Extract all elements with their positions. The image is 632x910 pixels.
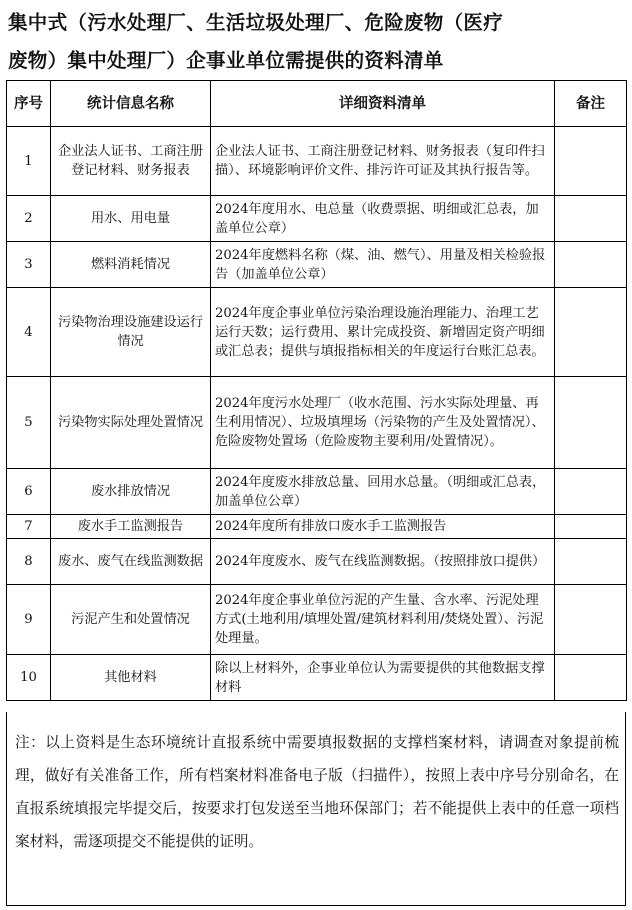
row-detail: 2024年度用水、电总量（收费票据、明细或汇总表，加盖单位公章） — [211, 196, 555, 242]
row-detail: 2024年度企事业单位污染治理设施治理能力、治理工艺运行天数；运行费用、累计完成投资、新增固定资产明细或汇总表；提供与填报指标相关的年度运行台账汇总表。 — [211, 288, 555, 377]
footnote: 注：以上资料是生态环境统计直报系统中需要填报数据的支撑档案材料，请调查对象提前梳理，做好有关准备工作，所有档案材料准备电子版（扫描件），按照上表中序号分别命名，在直报系统填报完毕提交后，按要求打包发送至当地环保部门；若不能提供上表中的任意一项档案材料，需逐项提交不能提供的证明。 — [6, 712, 626, 906]
row-number: 4 — [7, 288, 51, 377]
row-remark — [555, 127, 627, 196]
header-detail: 详细资料清单 — [211, 81, 555, 127]
materials-table — [6, 80, 627, 701]
row-remark — [555, 515, 627, 539]
document-title — [8, 4, 624, 80]
row-item: 用水、用电量 — [51, 196, 211, 242]
row-item: 燃料消耗情况 — [51, 242, 211, 288]
row-number: 3 — [7, 242, 51, 288]
row-remark — [555, 655, 627, 701]
table-row — [7, 377, 627, 469]
table-row — [7, 539, 627, 585]
row-number: 7 — [7, 515, 51, 539]
row-remark — [555, 196, 627, 242]
row-number: 10 — [7, 655, 51, 701]
row-remark — [555, 242, 627, 288]
table-row — [7, 469, 627, 515]
title-line-2: 废物）集中处理厂）企事业单位需提供的资料清单 — [8, 49, 444, 72]
header-remark: 备注 — [555, 81, 627, 127]
table-row — [7, 196, 627, 242]
table-row — [7, 242, 627, 288]
row-item: 污泥产生和处置情况 — [51, 585, 211, 655]
row-remark — [555, 288, 627, 377]
row-number: 6 — [7, 469, 51, 515]
row-item: 其他材料 — [51, 655, 211, 701]
header-no: 序号 — [7, 81, 51, 127]
row-detail: 2024年度污水处理厂（收水范围、污水实际处理量、再生利用情况）、垃圾填埋场（污染物的产生及处置情况）、危险废物处置场（危险废物主要利用/处置情况）。 — [211, 377, 555, 469]
row-number: 1 — [7, 127, 51, 196]
header-item: 统计信息名称 — [51, 81, 211, 127]
row-detail: 2024年度废水排放总量、回用水总量。（明细或汇总表，加盖单位公章） — [211, 469, 555, 515]
row-item: 污染物实际处理处置情况 — [51, 377, 211, 469]
table-row — [7, 655, 627, 701]
row-detail: 2024年度废水、废气在线监测数据。（按照排放口提供） — [211, 539, 555, 585]
table-header-row — [7, 81, 627, 127]
table-row — [7, 515, 627, 539]
row-item: 废水手工监测报告 — [51, 515, 211, 539]
table-row — [7, 288, 627, 377]
table-row — [7, 585, 627, 655]
row-number: 9 — [7, 585, 51, 655]
row-number: 2 — [7, 196, 51, 242]
row-number: 5 — [7, 377, 51, 469]
row-remark — [555, 539, 627, 585]
row-remark — [555, 469, 627, 515]
row-item: 企业法人证书、工商注册登记材料、财务报表 — [51, 127, 211, 196]
row-detail: 企业法人证书、工商注册登记材料、财务报表（复印件扫描）、环境影响评价文件、排污许可证及其执行报告等。 — [211, 127, 555, 196]
title-line-1: 集中式（污水处理厂、生活垃圾处理厂、危险废物（医疗 — [8, 11, 504, 34]
row-remark — [555, 585, 627, 655]
row-remark — [555, 377, 627, 469]
row-detail: 2024年度所有排放口废水手工监测报告 — [211, 515, 555, 539]
row-detail: 除以上材料外，企事业单位认为需要提供的其他数据支撑材料 — [211, 655, 555, 701]
row-detail: 2024年度企事业单位污泥的产生量、含水率、污泥处理方式(土地利用/填埋处置/建筑材料利用/焚烧处置）、污泥处理量。 — [211, 585, 555, 655]
table-row — [7, 127, 627, 196]
row-item: 污染物治理设施建设运行情况 — [51, 288, 211, 377]
row-item: 废水排放情况 — [51, 469, 211, 515]
row-number: 8 — [7, 539, 51, 585]
row-detail: 2024年度燃料名称（煤、油、燃气）、用量及相关检验报告（加盖单位公章） — [211, 242, 555, 288]
row-item: 废水、废气在线监测数据 — [51, 539, 211, 585]
